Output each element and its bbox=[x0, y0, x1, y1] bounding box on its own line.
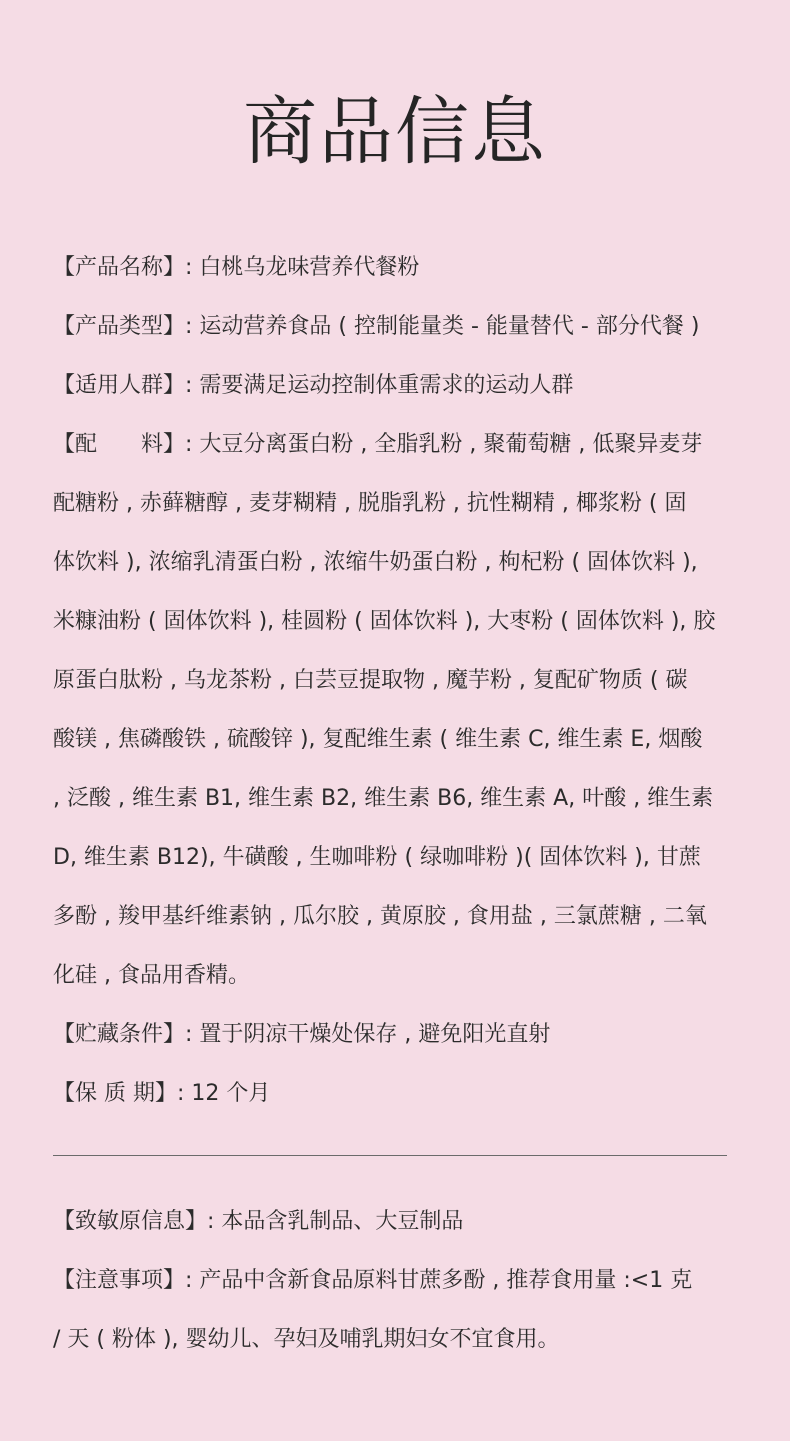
info-line: D, 维生素 B12), 牛磺酸 , 生咖啡粉 ( 绿咖啡粉 )( 固体饮料 ), 甘蔗 bbox=[53, 845, 701, 870]
page-title: 商品信息 bbox=[243, 89, 547, 175]
info-line: 【产品类型】: 运动营养食品 ( 控制能量类 - 能量替代 - 部分代餐 ) bbox=[53, 314, 700, 339]
info-line: 【致敏原信息】: 本品含乳制品、大豆制品 bbox=[53, 1209, 464, 1234]
info-line: 多酚 , 羧甲基纤维素钠 , 瓜尔胶 , 黄原胶 , 食用盐 , 三氯蔗糖 , 二氧 bbox=[53, 904, 707, 929]
info-line: 【配 料】: 大豆分离蛋白粉 , 全脂乳粉 , 聚葡萄糖 , 低聚异麦芽 bbox=[53, 432, 703, 457]
info-line: , 泛酸 , 维生素 B1, 维生素 B2, 维生素 B6, 维生素 A, 叶酸 , 维生素 bbox=[53, 786, 714, 811]
product-info-list bbox=[53, 238, 743, 1123]
info-line: 化硅 , 食品用香精。 bbox=[53, 963, 250, 988]
section-divider bbox=[53, 1155, 727, 1156]
info-line: 【贮藏条件】: 置于阴凉干燥处保存 , 避免阳光直射 bbox=[53, 1022, 551, 1047]
info-line: 米糠油粉 ( 固体饮料 ), 桂圆粉 ( 固体饮料 ), 大枣粉 ( 固体饮料 ), 胶 bbox=[53, 609, 716, 634]
info-line: 体饮料 ), 浓缩乳清蛋白粉 , 浓缩牛奶蛋白粉 , 枸杞粉 ( 固体饮料 ), bbox=[53, 550, 698, 575]
info-line: 【适用人群】: 需要满足运动控制体重需求的运动人群 bbox=[53, 373, 574, 398]
info-line: 酸镁 , 焦磷酸铁 , 硫酸锌 ), 复配维生素 ( 维生素 C, 维生素 E, 烟酸 bbox=[53, 727, 703, 752]
info-line: 【注意事项】: 产品中含新食品原料甘蔗多酚 , 推荐食用量 :<1 克 bbox=[53, 1268, 693, 1293]
info-line: 原蛋白肽粉 , 乌龙茶粉 , 白芸豆提取物 , 魔芋粉 , 复配矿物质 ( 碳 bbox=[53, 668, 688, 693]
allergen-notes-list bbox=[53, 1192, 743, 1369]
info-line: 配糖粉 , 赤藓糖醇 , 麦芽糊精 , 脱脂乳粉 , 抗性糊精 , 椰浆粉 ( 固 bbox=[53, 491, 687, 516]
info-line: 【保 质 期】: 12 个月 bbox=[53, 1081, 271, 1106]
info-line: 【产品名称】: 白桃乌龙味营养代餐粉 bbox=[53, 255, 420, 280]
info-line: / 天 ( 粉体 ), 婴幼儿、孕妇及哺乳期妇女不宜食用。 bbox=[53, 1327, 560, 1352]
